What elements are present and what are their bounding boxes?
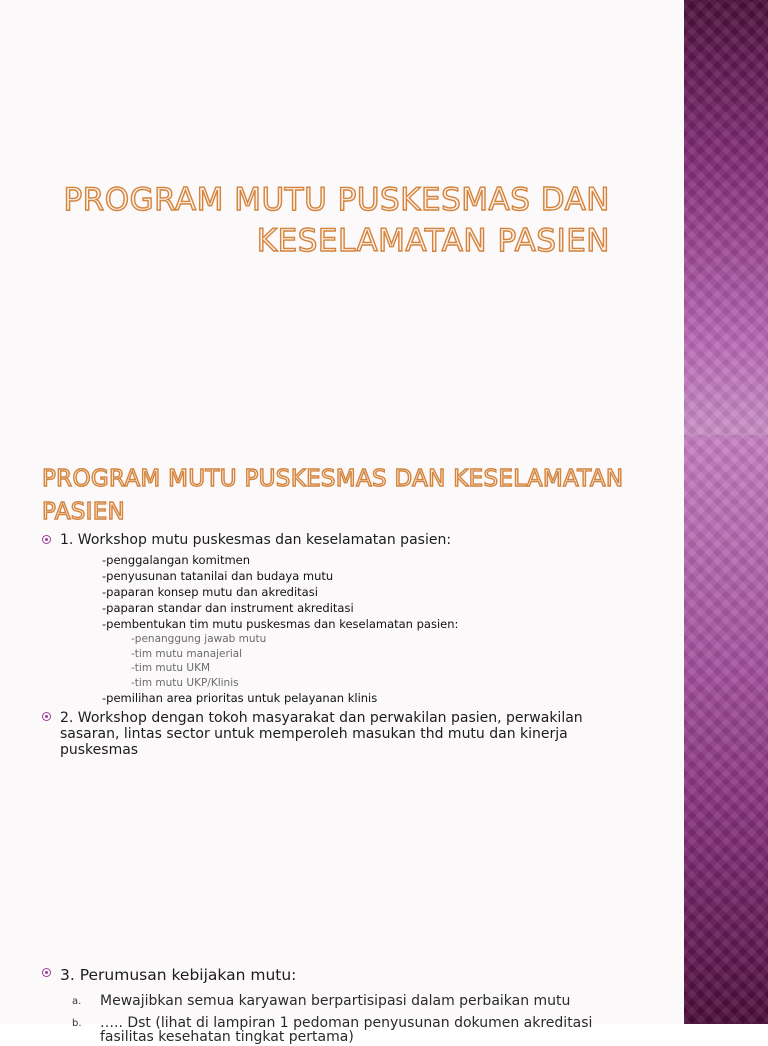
slide-1-title: [50, 180, 610, 262]
slide-2-title-line-1: PROGRAM MUTU PUSKESMAS DAN KESELAMATAN: [42, 466, 624, 492]
item-1-text: Workshop mutu puskesmas dan keselamatan pasien:: [73, 532, 452, 548]
option-text: ….. Dst (lihat di lampiran 1 pedoman penyusunan dokumen akreditasi: [100, 1015, 593, 1031]
circle-bullet-icon: [42, 535, 51, 544]
item-3-text: 3. Perumusan kebijakan mutu:: [60, 966, 297, 984]
slide-title: [0, 0, 768, 435]
list-item-3: [42, 966, 642, 1046]
slide-2-title: [42, 463, 662, 529]
nested-sub-item: -penanggung jawab mutu: [131, 633, 267, 645]
sub-option-b-continued: [42, 1028, 642, 1046]
list-item-2: [42, 710, 642, 758]
item-2-line-3: puskesmas: [60, 742, 139, 758]
item-2-line-1: 2. Workshop dengan tokoh masyarakat dan perwakilan pasien, perwakilan: [60, 710, 583, 726]
nested-sub-item: -tim mutu UKP/Klinis: [131, 676, 239, 689]
sub-item: -penggalangan komitmen: [102, 553, 251, 567]
slide-2-body: [42, 533, 642, 758]
option-text: Mewajibkan semua karyawan berpartisipasi dalam perbaikan mutu: [100, 993, 571, 1009]
sub-item: -pemilihan area prioritas untuk pelayanan klinis: [102, 691, 378, 705]
sub-item: -paparan standar dan instrument akreditasi: [102, 601, 354, 615]
decorative-side-band: [684, 0, 768, 435]
nested-sub-item: -tim mutu manajerial: [131, 647, 243, 660]
circle-bullet-icon: [42, 968, 51, 977]
sub-item: -pembentukan tim mutu puskesmas dan keselamatan pasien:: [102, 617, 459, 631]
slide-1-title-line-2: KESELAMATAN PASIEN: [256, 223, 610, 259]
option-text-continued: fasilitas kesehatan tingkat pertama): [100, 1029, 354, 1045]
item-1-number: 1.: [60, 532, 74, 548]
sub-item: -paparan konsep mutu dan akreditasi: [102, 585, 318, 599]
item-3-heading: [42, 966, 642, 984]
sub-option-a: [42, 992, 642, 1010]
slide-2-title-line-2: PASIEN: [42, 499, 126, 525]
slide-content: [0, 435, 768, 1045]
option-letter: b.: [72, 1018, 82, 1029]
item-2-line-2: sasaran, lintas sector untuk memperoleh masukan thd mutu dan kinerja: [60, 726, 568, 742]
sub-item: -penyusunan tatanilai dan budaya mutu: [102, 569, 334, 583]
circle-bullet-icon: [42, 712, 51, 721]
list-item-1: [42, 533, 642, 548]
option-letter: a.: [72, 996, 82, 1007]
decorative-side-band: [684, 435, 768, 1024]
slide-1-title-line-1: PROGRAM MUTU PUSKESMAS DAN: [63, 182, 610, 218]
nested-sub-item: -tim mutu UKM: [131, 662, 211, 674]
